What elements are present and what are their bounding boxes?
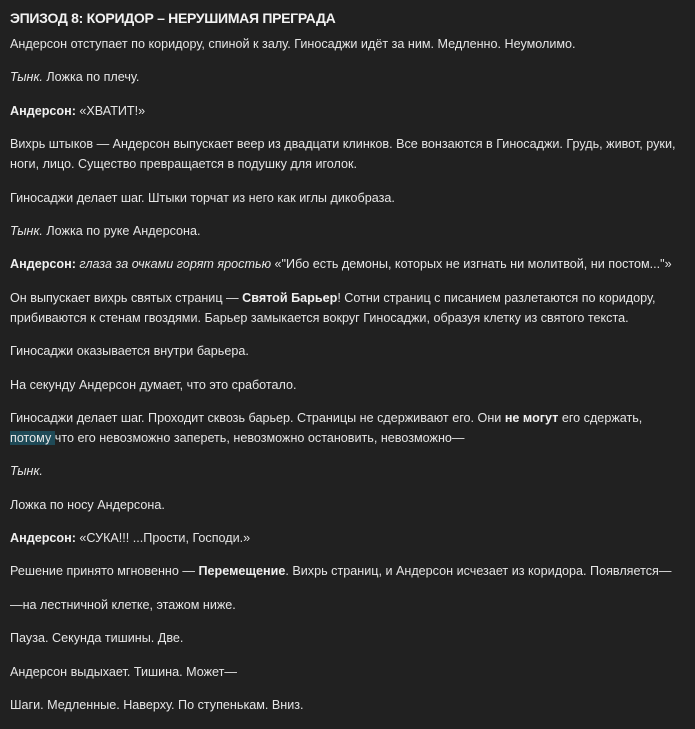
paragraph-2-text: Ложка по плечу.: [42, 70, 140, 85]
paragraph-11-text-b: его сдержать,: [558, 410, 643, 425]
emphasis-teleport: Перемещение: [198, 564, 286, 579]
speaker-label: Андерсон:: [10, 531, 76, 546]
paragraph-15-text-b: . Вихрь страниц, и Андерсон исчезает из коридора. Появляется—: [285, 564, 672, 579]
paragraph-18: Андерсон выдыхает. Тишина. Может—: [10, 664, 237, 679]
sound-effect: Тынк.: [10, 464, 43, 479]
paragraph-14: [10, 528, 685, 548]
paragraph-7: [10, 254, 685, 274]
paragraph-8-text-a: Он выпускает вихрь святых страниц —: [10, 290, 243, 305]
sound-effect: Тынк.: [10, 223, 43, 238]
paragraph-4: Вихрь штыков — Андерсон выпускает веер из двадцати клинков. Все вонзаются в Гиносаджи. Грудь, живот, руки, ноги, лицо. Существо превращается в подушку для иголок.: [10, 137, 676, 172]
emphasis-holy-barrier: Святой Барьер: [242, 290, 338, 305]
paragraph-12: [10, 461, 685, 481]
dialogue-line: «СУКА!!! ...Прости, Господи.»: [75, 531, 251, 546]
paragraph-11-text-a: Гиносаджи делает шаг. Проходит сквозь барьер. Страницы не сдерживают его. Они: [10, 410, 505, 425]
paragraph-19: Шаги. Медленные. Наверху. По ступенькам. Вниз.: [10, 698, 304, 713]
episode-title: ЭПИЗОД 8: КОРИДОР – НЕРУШИМАЯ ПРЕГРАДА: [10, 10, 336, 26]
paragraph-6: [10, 221, 685, 241]
paragraph-15: [10, 561, 685, 581]
sound-effect: Тынк.: [10, 70, 43, 85]
paragraph-8-text-b: ! Сотни страниц с писанием разлетаются по коридору, прибиваются к стенам гвоздями. Барьер замыкается вокруг Гиносаджи, образуя клетку из святого текста.: [10, 290, 656, 325]
paragraph-8: [10, 288, 685, 328]
stage-direction: глаза за очками горят яростью: [79, 257, 272, 272]
paragraph-3: [10, 101, 685, 121]
speaker-label: Андерсон:: [10, 257, 76, 272]
dialogue-line: «ХВАТИТ!»: [75, 103, 146, 118]
paragraph-9: Гиносаджи оказывается внутри барьера.: [10, 344, 249, 359]
paragraph-17: Пауза. Секунда тишины. Две.: [10, 631, 184, 646]
paragraph-10: На секунду Андерсон думает, что это сработало.: [10, 377, 297, 392]
paragraph-15-text-a: Решение принято мгновенно —: [10, 564, 199, 579]
paragraph-16: —на лестничной клетке, этажом ниже.: [10, 597, 236, 612]
paragraph-5: Гиносаджи делает шаг. Штыки торчат из него как иглы дикобраза.: [10, 190, 395, 205]
paragraph-2: [10, 67, 685, 87]
text-selection-highlight[interactable]: потому: [10, 430, 55, 445]
paragraph-11-text-c: что его невозможно запереть, невозможно остановить, невозможно—: [54, 430, 465, 445]
dialogue-line: «"Ибо есть демоны, которых не изгнать ни молитвой, ни постом..."»: [271, 257, 672, 272]
emphasis-cannot: не могут: [504, 410, 559, 425]
paragraph-11: [10, 408, 685, 448]
paragraph-1: Андерсон отступает по коридору, спиной к залу. Гиносаджи идёт за ним. Медленно. Неумолимо.: [10, 37, 576, 51]
paragraph-6-text: Ложка по руке Андерсона.: [42, 223, 201, 238]
speaker-label: Андерсон:: [10, 103, 76, 118]
paragraph-13: Ложка по носу Андерсона.: [10, 497, 165, 512]
